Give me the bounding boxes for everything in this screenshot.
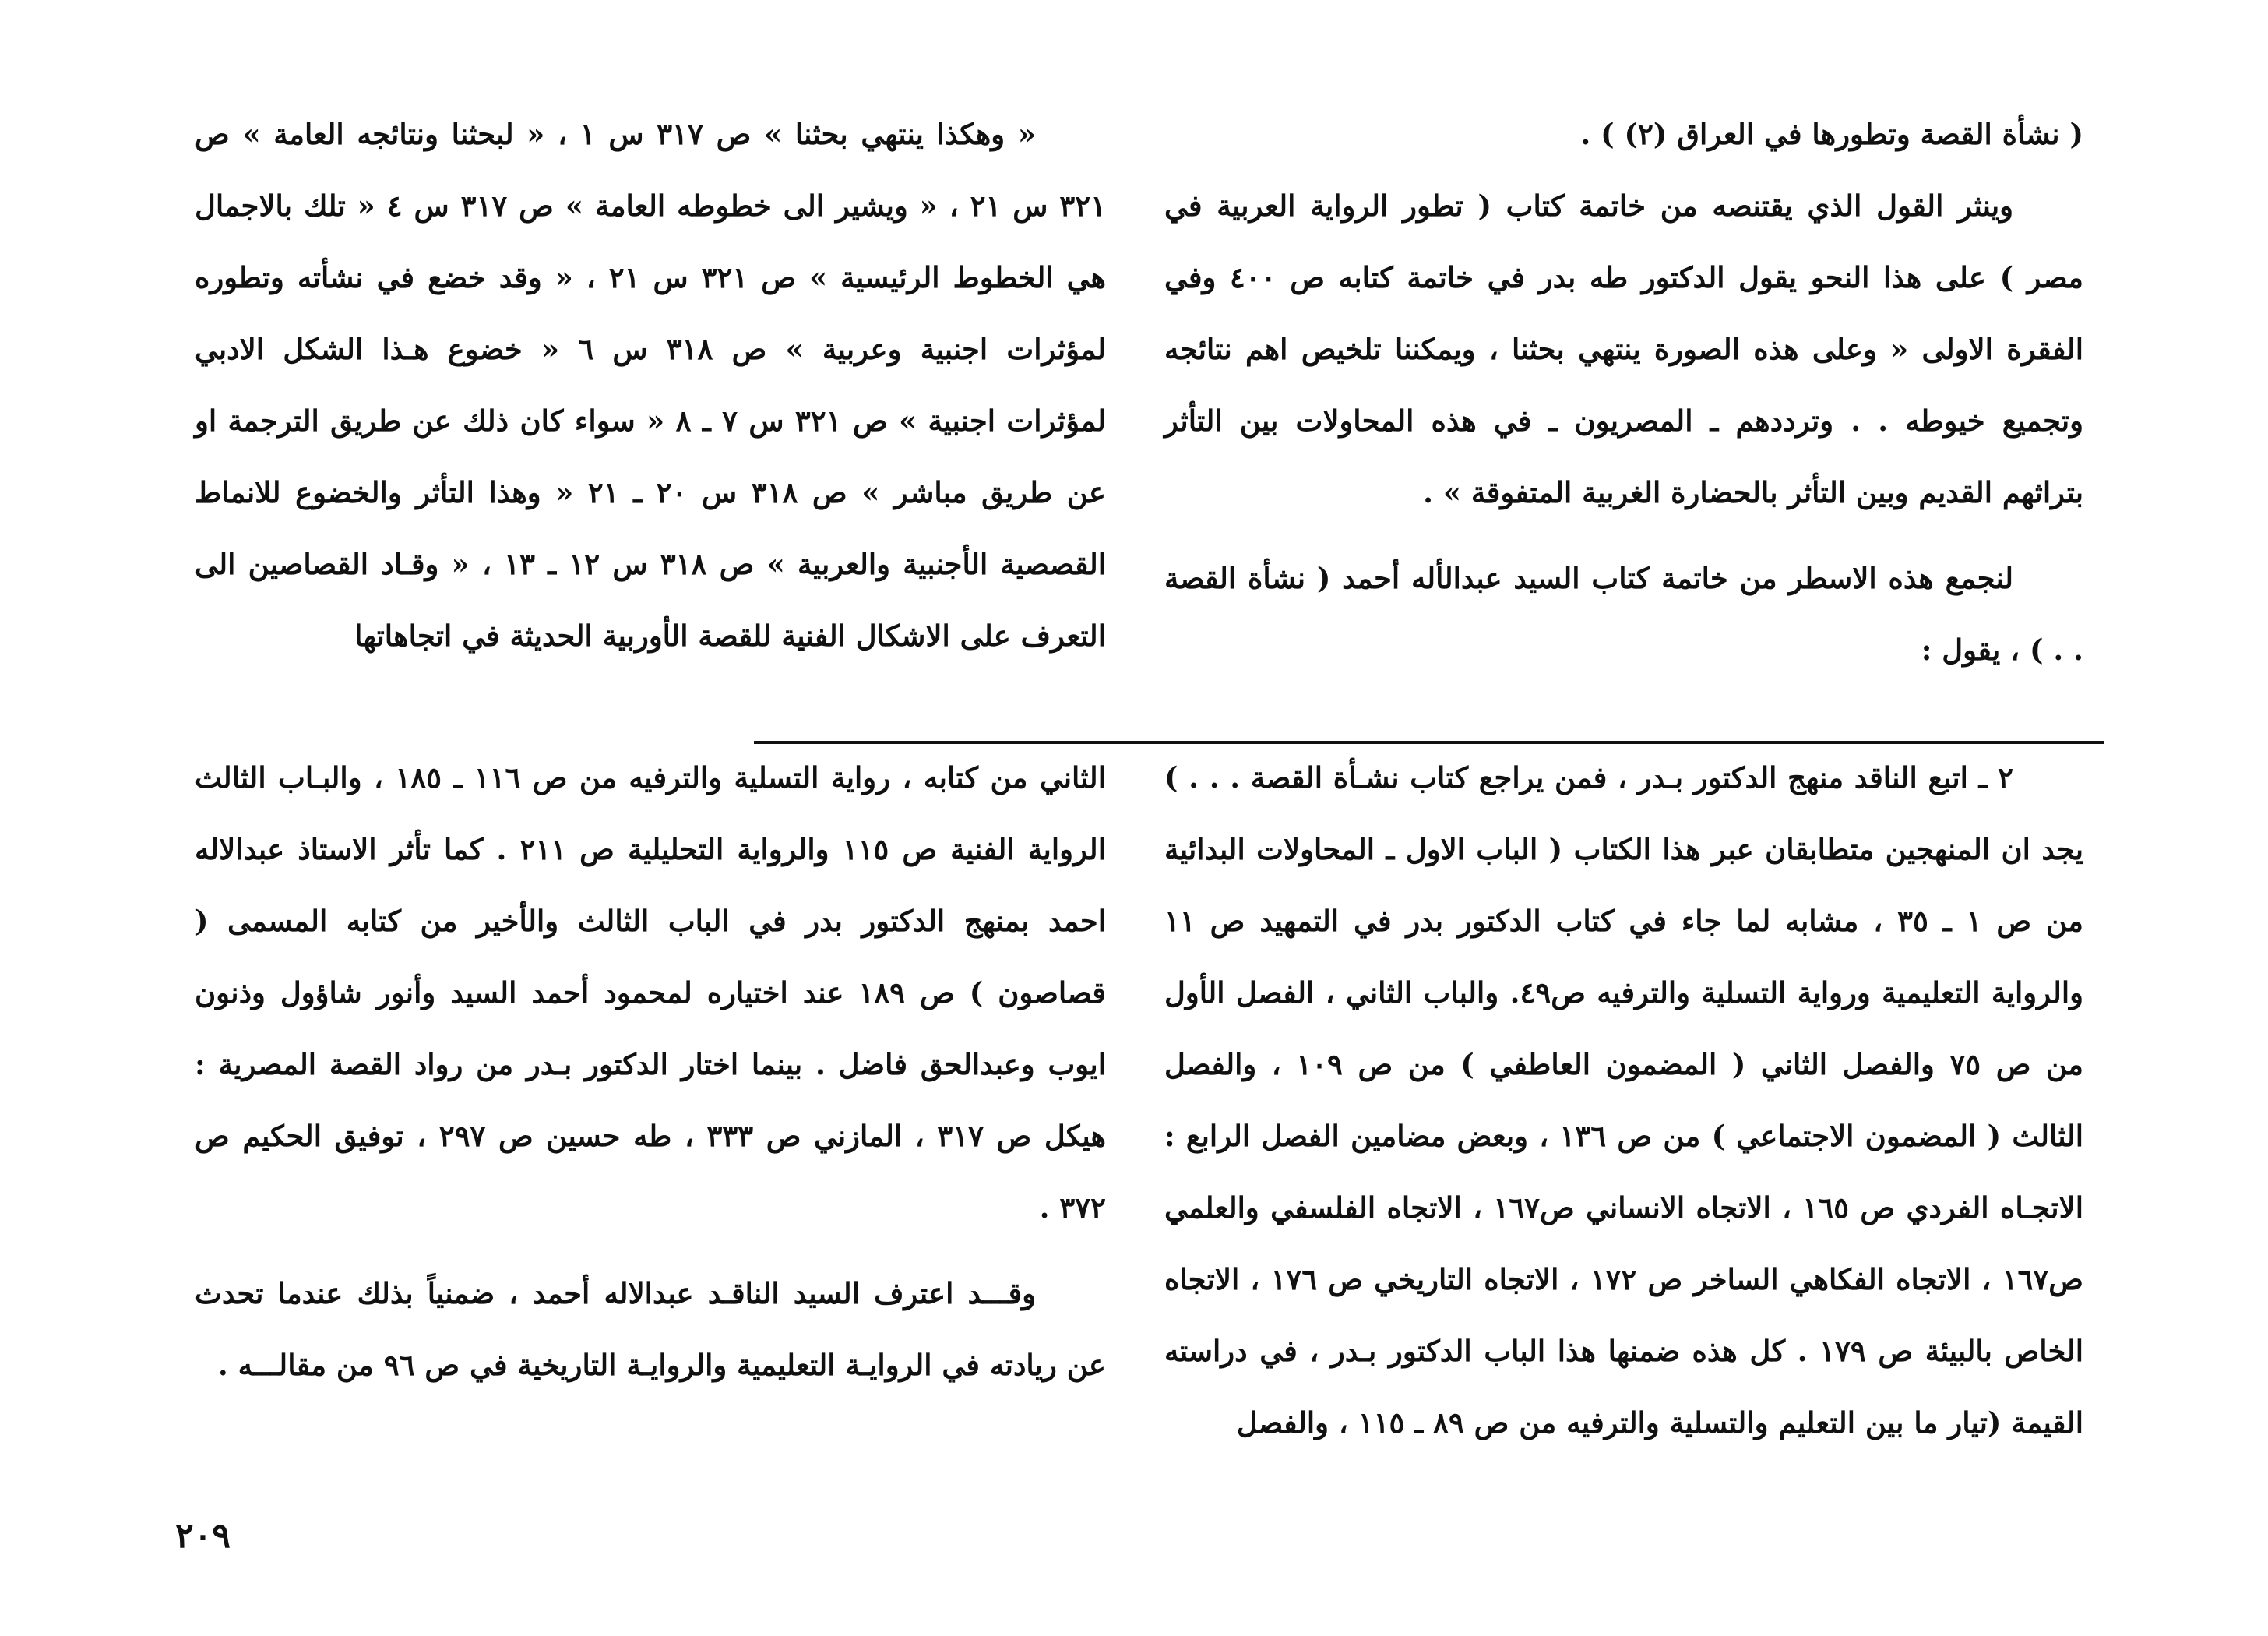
paragraph: وقـــد اعترف السيد الناقـد عبدالاله أحمد ، ضمنياً بذلك عندما تحدث عن ريادته في الروايـة التعليمية والروايـة التاريخية في ص ٩٦ من مقالـــه .: [195, 1276, 1106, 1382]
paragraph: ( نشأة القصة وتطورها في العراق (٢) ) .: [1580, 117, 2083, 151]
paragraph: وينثر القول الذي يقتنصه من خاتمة كتاب ( تطور الرواية العربية في مصر ) على هذا النحو يقول الدكتور طه بدر في خاتمة كتابه ص ٤٠٠ وفي الفقرة الاولى « وعلى هذه الصورة ينتهي بحثنا ، ويمكننا تلخيص اهم نتائجه وتجميع خيوطه . . وترددهم ـ المصريون ـ في هذه المحاولات بين التأثر بتراثهم القديم وبين التأثر بالحضارة الغربية المتفوقة » .: [1164, 189, 2083, 509]
top-left-column: [195, 98, 1106, 672]
paragraph: الثاني من كتابه ، رواية التسلية والترفيه من ص ١١٦ ـ ١٨٥ ، والبـاب الثالث الرواية الفنية ص ١١٥ والرواية التحليلية ص ٢١١ . كما تأثر الاستاذ عبدالاله احمد بمنهج الدكتور بدر في الباب الثالث والأخير من كتابه المسمى ( قصاصون ) ص ١٨٩ عند اختياره لمحمود أحمد السيد وأنور شاؤول وذنون ايوب وعبدالحق فاضل . بينما اختار الدكتور بـدر من رواد القصة المصرية : هيكل ص ٣١٧ ، المازني ص ٣٣٣ ، طه حسين ص ٢٩٧ ، توفيق الحكيم ص ٣٧٢ .: [195, 760, 1106, 1225]
paragraph: « وهكذا ينتهي بحثنا » ص ٣١٧ س ١ ، « لبحثنا ونتائجه العامة » ص ٣٢١ س ٢١ ، « ويشير الى خطوطه العامة » ص ٣١٧ س ٤ « تلك بالاجمال هي الخطوط الرئيسية » ص ٣٢١ س ٢١ ، « وقد خضع في نشأته وتطوره لمؤثرات اجنبية وعربية » ص ٣١٨ س ٦ « خضوع هـذا الشكل الادبي لمؤثرات اجنبية » ص ٣٢١ س ٧ ـ ٨ « سواء كان ذلك عن طريق الترجمة او عن طريق مباشر » ص ٣١٨ س ٢٠ ـ ٢١ « وهذا التأثر والخضوع للانماط القصصية الأجنبية والعربية » ص ٣١٨ س ١٢ ـ ١٣ ، « وقـاد القصاصين الى التعرف على الاشكال الفنية للقصة الأوربية الحديثة في اتجاهاتها: [195, 117, 1107, 653]
paragraph: ٢ ـ اتبع الناقد منهج الدكتور بـدر ، فمن يراجع كتاب نشـأة القصة . . . ) يجد ان المنهجين متطابقان عبر هذا الكتاب ( الباب الاول ـ المحاولات البدائية من ص ١ ـ ٣٥ ، مشابه لما جاء في كتاب الدكتور بدر في التمهيد ص ١١ والرواية التعليمية ورواية التسلية والترفيه ص٤٩. والباب الثاني ، الفصل الأول من ص ٧٥ والفصل الثاني ( المضمون العاطفي ) من ص ١٠٩ ، والفصل الثالث ( المضمون الاجتماعي ) من ص ١٣٦ ، وبعض مضامين الفصل الرابع : الاتجـاه الفردي ص ١٦٥ ، الاتجاه الانساني ص١٦٧ ، الاتجاه الفلسفي والعلمي ص١٦٧ ، الاتجاه الفكاهي الساخر ص ١٧٢ ، الاتجاه التاريخي ص ١٧٦ ، الاتجاه الخاص بالبيئة ص ١٧٩ . كل هذه ضمنها هذا الباب الدكتور بـدر ، في دراسته القيمة (تيار ما بين التعليم والتسلية والترفيه من ص ٨٩ ـ ١١٥ ، والفصل: [1164, 760, 2083, 1440]
bottom-left-column: [195, 742, 1106, 1401]
paragraph: لنجمع هذه الاسطر من خاتمة كتاب السيد عبدالأله أحمد ( نشأة القصة . . ) ، يقول :: [1164, 561, 2083, 667]
bottom-right-column: [1164, 742, 2083, 1458]
page-number: ٢٠٩: [175, 1516, 231, 1556]
top-right-column: [1164, 98, 2083, 686]
